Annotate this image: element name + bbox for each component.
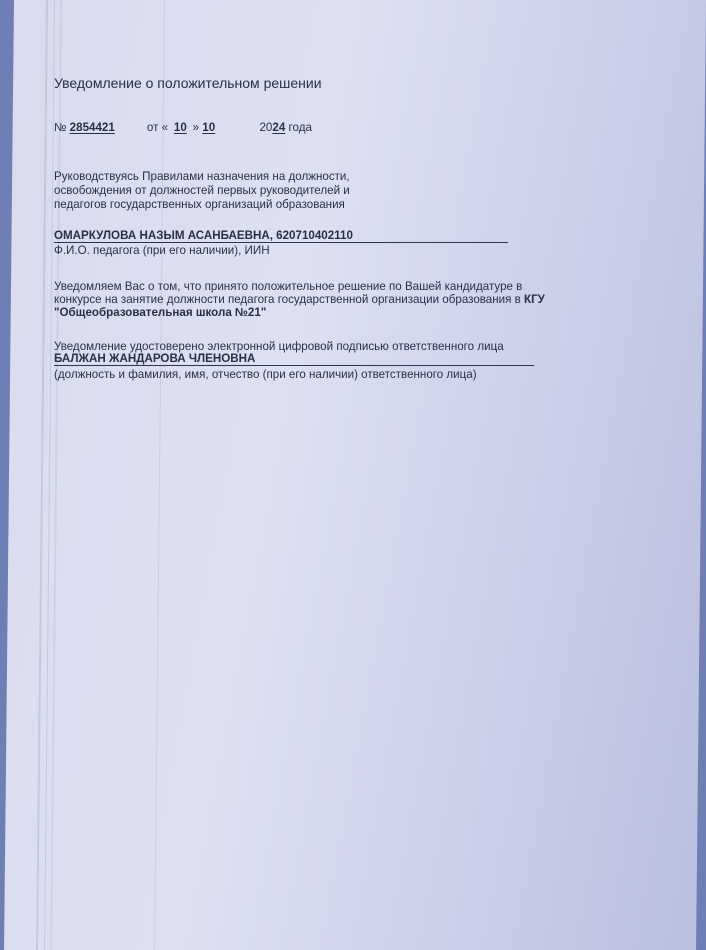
responsible-caption: (должность и фамилия, имя, отчество (при его наличии) ответственного лица) [54, 368, 477, 381]
basis-line-3: педагогов государственных организаций образования [54, 198, 345, 211]
notice-org-prefix: КГУ [524, 293, 545, 306]
month-value: 10 [202, 121, 216, 134]
number-label: № [54, 121, 67, 134]
basis-line-2: освобождения от должностей первых руководителей и [54, 184, 350, 197]
notice-line-2 [54, 293, 545, 307]
day-value: 10 [173, 121, 187, 134]
number-line [54, 121, 312, 135]
year-suffix: 24 [272, 121, 286, 134]
from-label: от « [146, 121, 169, 134]
teacher-underline [54, 242, 508, 243]
teacher-name-iin: ОМАРКУЛОВА НАЗЫМ АСАНБАЕВНА, 620710402110 [54, 229, 353, 242]
notice-line-2-text: конкурсе на занятие должности педагога государственной организации образования в [54, 293, 525, 306]
day-close: » [192, 121, 200, 134]
responsible-person: БАЛЖАН ЖАНДАРОВА ЧЛЕНОВНА [54, 352, 256, 365]
notice-line-1: Уведомляем Вас о том, что принято положительное решение по Вашей кандидатуре в [54, 280, 523, 293]
document-number: 2854421 [69, 121, 115, 134]
certification-line: Уведомление удостоверено электронной цифровой подписью ответственного лица [54, 340, 504, 353]
responsible-underline [54, 365, 534, 366]
basis-line-1: Руководствуясь Правилами назначения на должности, [54, 170, 350, 183]
year-label: года [288, 121, 312, 134]
year-prefix: 20 [259, 121, 273, 134]
school-name: "Общеобразовательная школа №21" [54, 306, 267, 319]
document-title: Уведомление о положительном решении [54, 75, 322, 91]
teacher-caption: Ф.И.О. педагога (при его наличии), ИИН [54, 244, 270, 257]
